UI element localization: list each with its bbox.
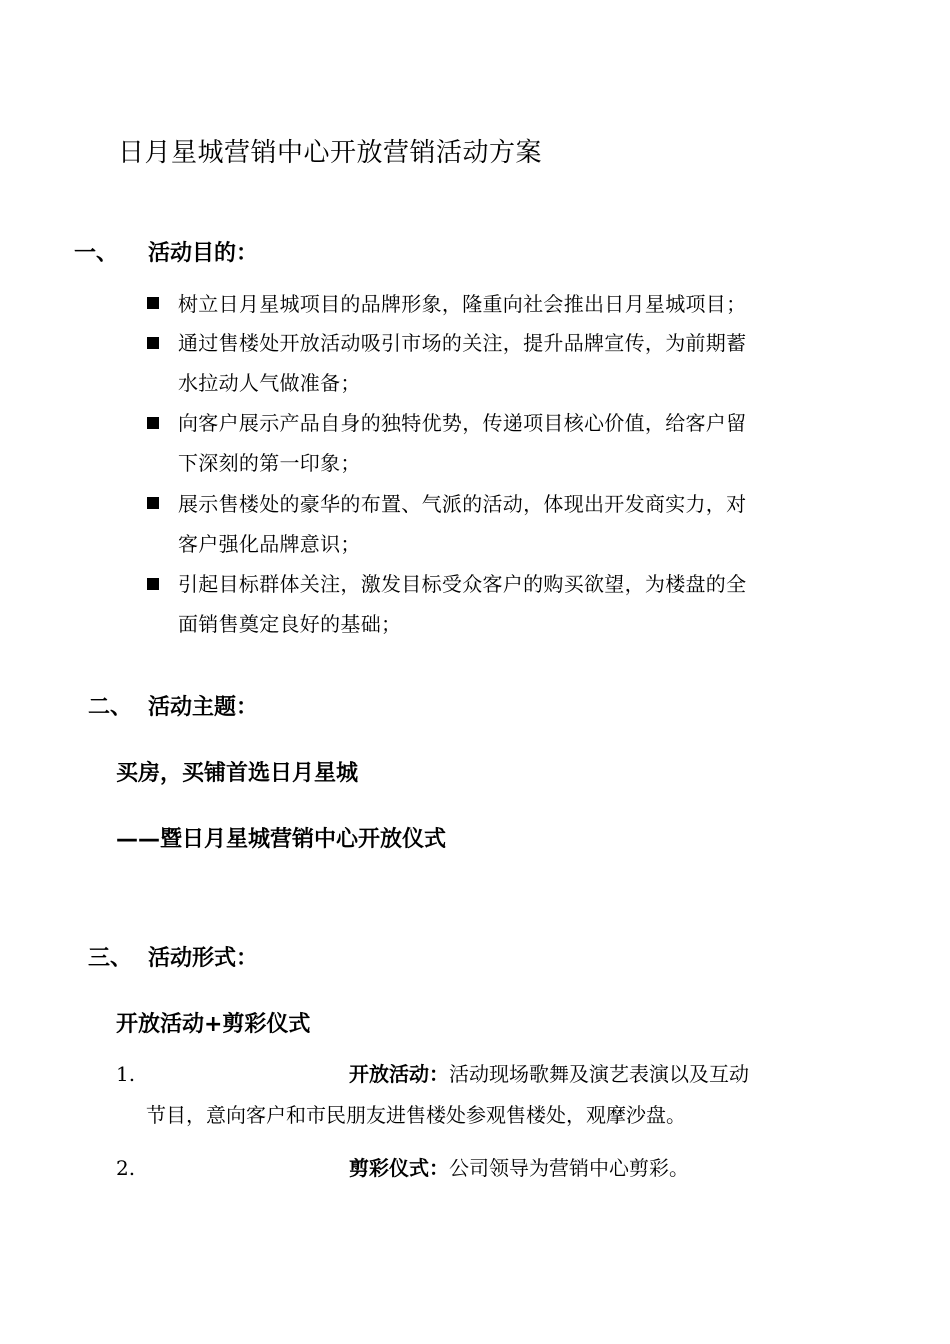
item-number: 2.: [116, 1156, 136, 1180]
list-item-text: 通过售楼处开放活动吸引市场的关注，提升品牌宣传，为前期蓄: [178, 331, 747, 355]
list-item-text-cont: 下深刻的第一印象；: [178, 451, 361, 475]
list-item-text: 向客户展示产品自身的独特优势，传递项目核心价值，给客户留: [178, 411, 747, 435]
section-2-number: 二、: [88, 695, 133, 720]
square-bullet-icon: [147, 337, 159, 349]
item-number: 1.: [116, 1062, 136, 1086]
square-bullet-icon: [147, 297, 159, 309]
square-bullet-icon: [147, 497, 159, 509]
section-3-heading: 活动形式：: [148, 946, 259, 971]
section-1-heading: 活动目的：: [148, 241, 259, 266]
theme-line-2: ——暨日月星城营销中心开放仪式: [116, 827, 447, 852]
item-text: 活动现场歌舞及演艺表演以及互动: [449, 1062, 749, 1086]
section-2-heading: 活动主题：: [148, 695, 259, 720]
item-label: 开放活动：: [349, 1062, 449, 1086]
form-heading: 开放活动+剪彩仪式: [116, 1012, 311, 1037]
square-bullet-icon: [147, 417, 159, 429]
section-1-number: 一、: [74, 241, 119, 266]
theme-line-1: 买房，买铺首选日月星城: [116, 761, 359, 786]
list-item-text-cont: 面销售奠定良好的基础；: [178, 612, 402, 636]
list-item-text: 引起目标群体关注，激发目标受众客户的购买欲望，为楼盘的全: [178, 572, 747, 596]
section-3-number: 三、: [88, 946, 133, 971]
item-text-cont: 节目，意向客户和市民朋友进售楼处参观售楼处，观摩沙盘。: [146, 1103, 686, 1127]
square-bullet-icon: [147, 578, 159, 590]
item-label: 剪彩仪式：: [349, 1156, 449, 1180]
list-item-text-cont: 客户强化品牌意识；: [178, 532, 361, 556]
document-title: 日月星城营销中心开放营销活动方案: [118, 138, 543, 168]
list-item-text: 展示售楼处的豪华的布置、气派的活动，体现出开发商实力，对: [178, 492, 747, 516]
item-text: 公司领导为营销中心剪彩。: [449, 1156, 689, 1180]
list-item-text-cont: 水拉动人气做准备；: [178, 371, 361, 395]
list-item-text: 树立日月星城项目的品牌形象，隆重向社会推出日月星城项目；: [178, 292, 747, 316]
